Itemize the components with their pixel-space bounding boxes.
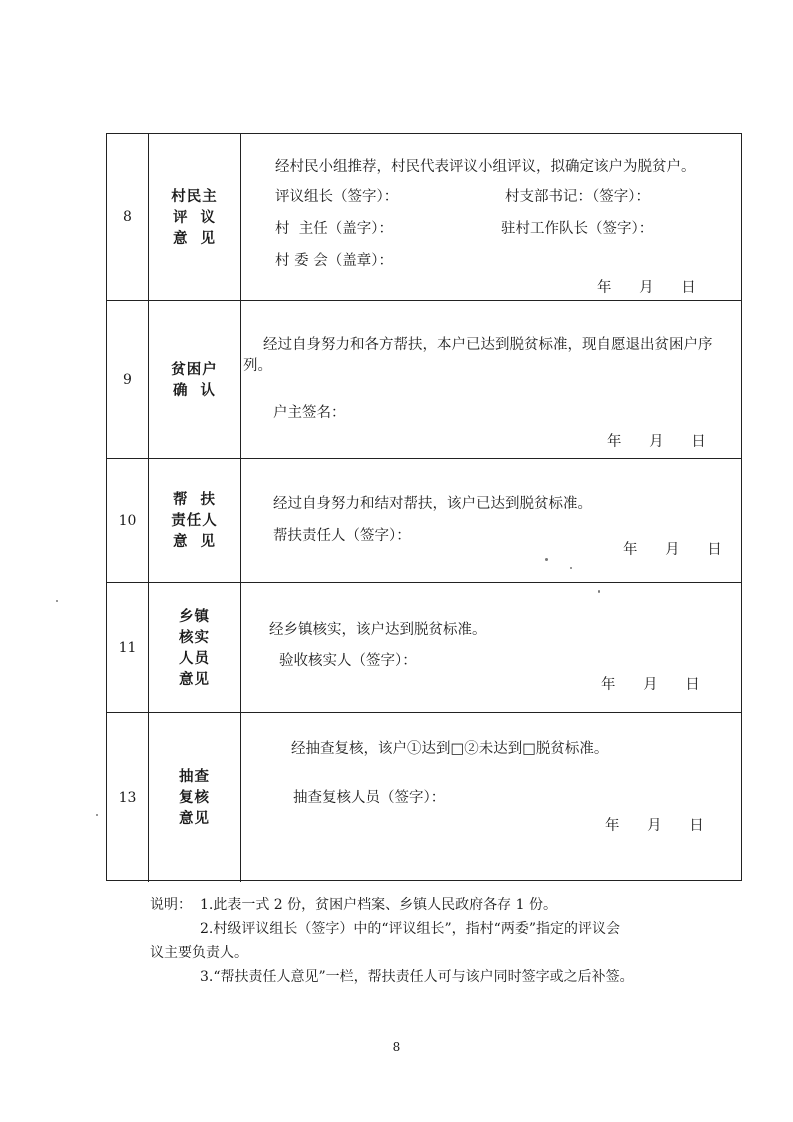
scan-speck xyxy=(56,600,58,602)
row-title-line: 帮 扶 xyxy=(172,491,217,508)
table-row xyxy=(107,134,741,301)
table-row xyxy=(107,459,741,583)
row-content xyxy=(241,583,741,712)
row-title-line: 意见 xyxy=(179,670,210,688)
table-row xyxy=(107,583,741,713)
row-number: 10 xyxy=(107,459,149,582)
note-item: 议主要负责人。 xyxy=(150,945,248,961)
note-item: 1.此表一式 2 份，贫困户档案、乡镇人民政府各存 1 份。 xyxy=(200,897,557,913)
signature-line: 评议组长（签字）： xyxy=(275,189,399,205)
row-title-line: 确 认 xyxy=(172,381,217,399)
row-content xyxy=(241,134,741,300)
row-title-line: 意见 xyxy=(179,810,210,827)
scan-speck xyxy=(570,567,572,569)
signature-line: 村 主任（盖字）： xyxy=(275,221,393,237)
row-title-line: 人员 xyxy=(179,649,210,667)
row-title-line: 复核 xyxy=(179,789,210,806)
statement-text: 经乡镇核实，该户达到脱贫标准。 xyxy=(269,622,487,638)
date-line: 年 月 日 xyxy=(607,434,706,450)
row-title-line: 评 议 xyxy=(172,208,217,226)
notes-label: 说明： xyxy=(150,897,192,913)
note-item: 3.“帮扶责任人意见”一栏，帮扶责任人可与该户同时签字或之后补签。 xyxy=(200,969,634,985)
row-content xyxy=(241,713,741,882)
signature-line: 村 委 会（盖章）： xyxy=(275,253,393,269)
row-number: 9 xyxy=(107,301,149,458)
row-title-line: 责任人 xyxy=(171,512,218,529)
table-row xyxy=(107,713,741,882)
signature-line: 抽查复核人员（签字）： xyxy=(293,790,446,806)
statement-text: 经过自身努力和各方帮扶，本户已达到脱贫标准，现自愿退出贫困户序 xyxy=(263,337,713,353)
row-title xyxy=(149,301,241,458)
row-title-line: 抽查 xyxy=(179,768,210,785)
signature-line: 帮扶责任人（签字）： xyxy=(273,528,411,544)
row-title-line: 村民主 xyxy=(171,187,218,205)
scan-speck xyxy=(545,558,548,561)
poverty-exit-form-table xyxy=(106,133,742,881)
date-line: 年 月 日 xyxy=(605,818,704,834)
date-line: 年 月 日 xyxy=(601,677,700,693)
table-row xyxy=(107,301,741,459)
statement-text: 经抽查复核，该户①达到□②未达到□脱贫标准。 xyxy=(291,741,609,757)
date-line: 年 月 日 xyxy=(623,542,722,558)
statement-text: 经村民小组推荐，村民代表评议小组评议，拟确定该户为脱贫户。 xyxy=(275,159,696,175)
statement-text: 经过自身努力和结对帮扶，该户已达到脱贫标准。 xyxy=(273,496,592,512)
signature-line: 驻村工作队长（签字）： xyxy=(501,221,654,237)
row-title xyxy=(149,713,241,882)
row-title-line: 意 见 xyxy=(172,533,217,550)
row-title xyxy=(149,134,241,300)
row-title-line: 乡镇 xyxy=(179,607,210,625)
row-number: 11 xyxy=(107,583,149,712)
page-number: 8 xyxy=(392,1040,401,1054)
row-number: 13 xyxy=(107,713,149,882)
statement-text: 列。 xyxy=(243,358,272,374)
scan-speck xyxy=(96,814,98,816)
note-item: 2.村级评议组长（签字）中的“评议组长”，指村“两委”指定的评议会 xyxy=(200,921,620,937)
signature-line: 村支部书记：（签字）： xyxy=(505,189,650,205)
row-title xyxy=(149,583,241,712)
row-content xyxy=(241,459,741,582)
row-title xyxy=(149,459,241,582)
signature-line: 验收核实人（签字）： xyxy=(279,653,417,669)
row-number: 8 xyxy=(107,134,149,300)
signature-line: 户主签名： xyxy=(273,405,346,421)
scan-speck xyxy=(598,590,600,593)
row-title-line: 意 见 xyxy=(172,229,217,247)
row-title-line: 核实 xyxy=(179,628,210,646)
row-content xyxy=(241,301,741,458)
date-line: 年 月 日 xyxy=(597,280,696,296)
row-title-line: 贫困户 xyxy=(171,360,218,378)
